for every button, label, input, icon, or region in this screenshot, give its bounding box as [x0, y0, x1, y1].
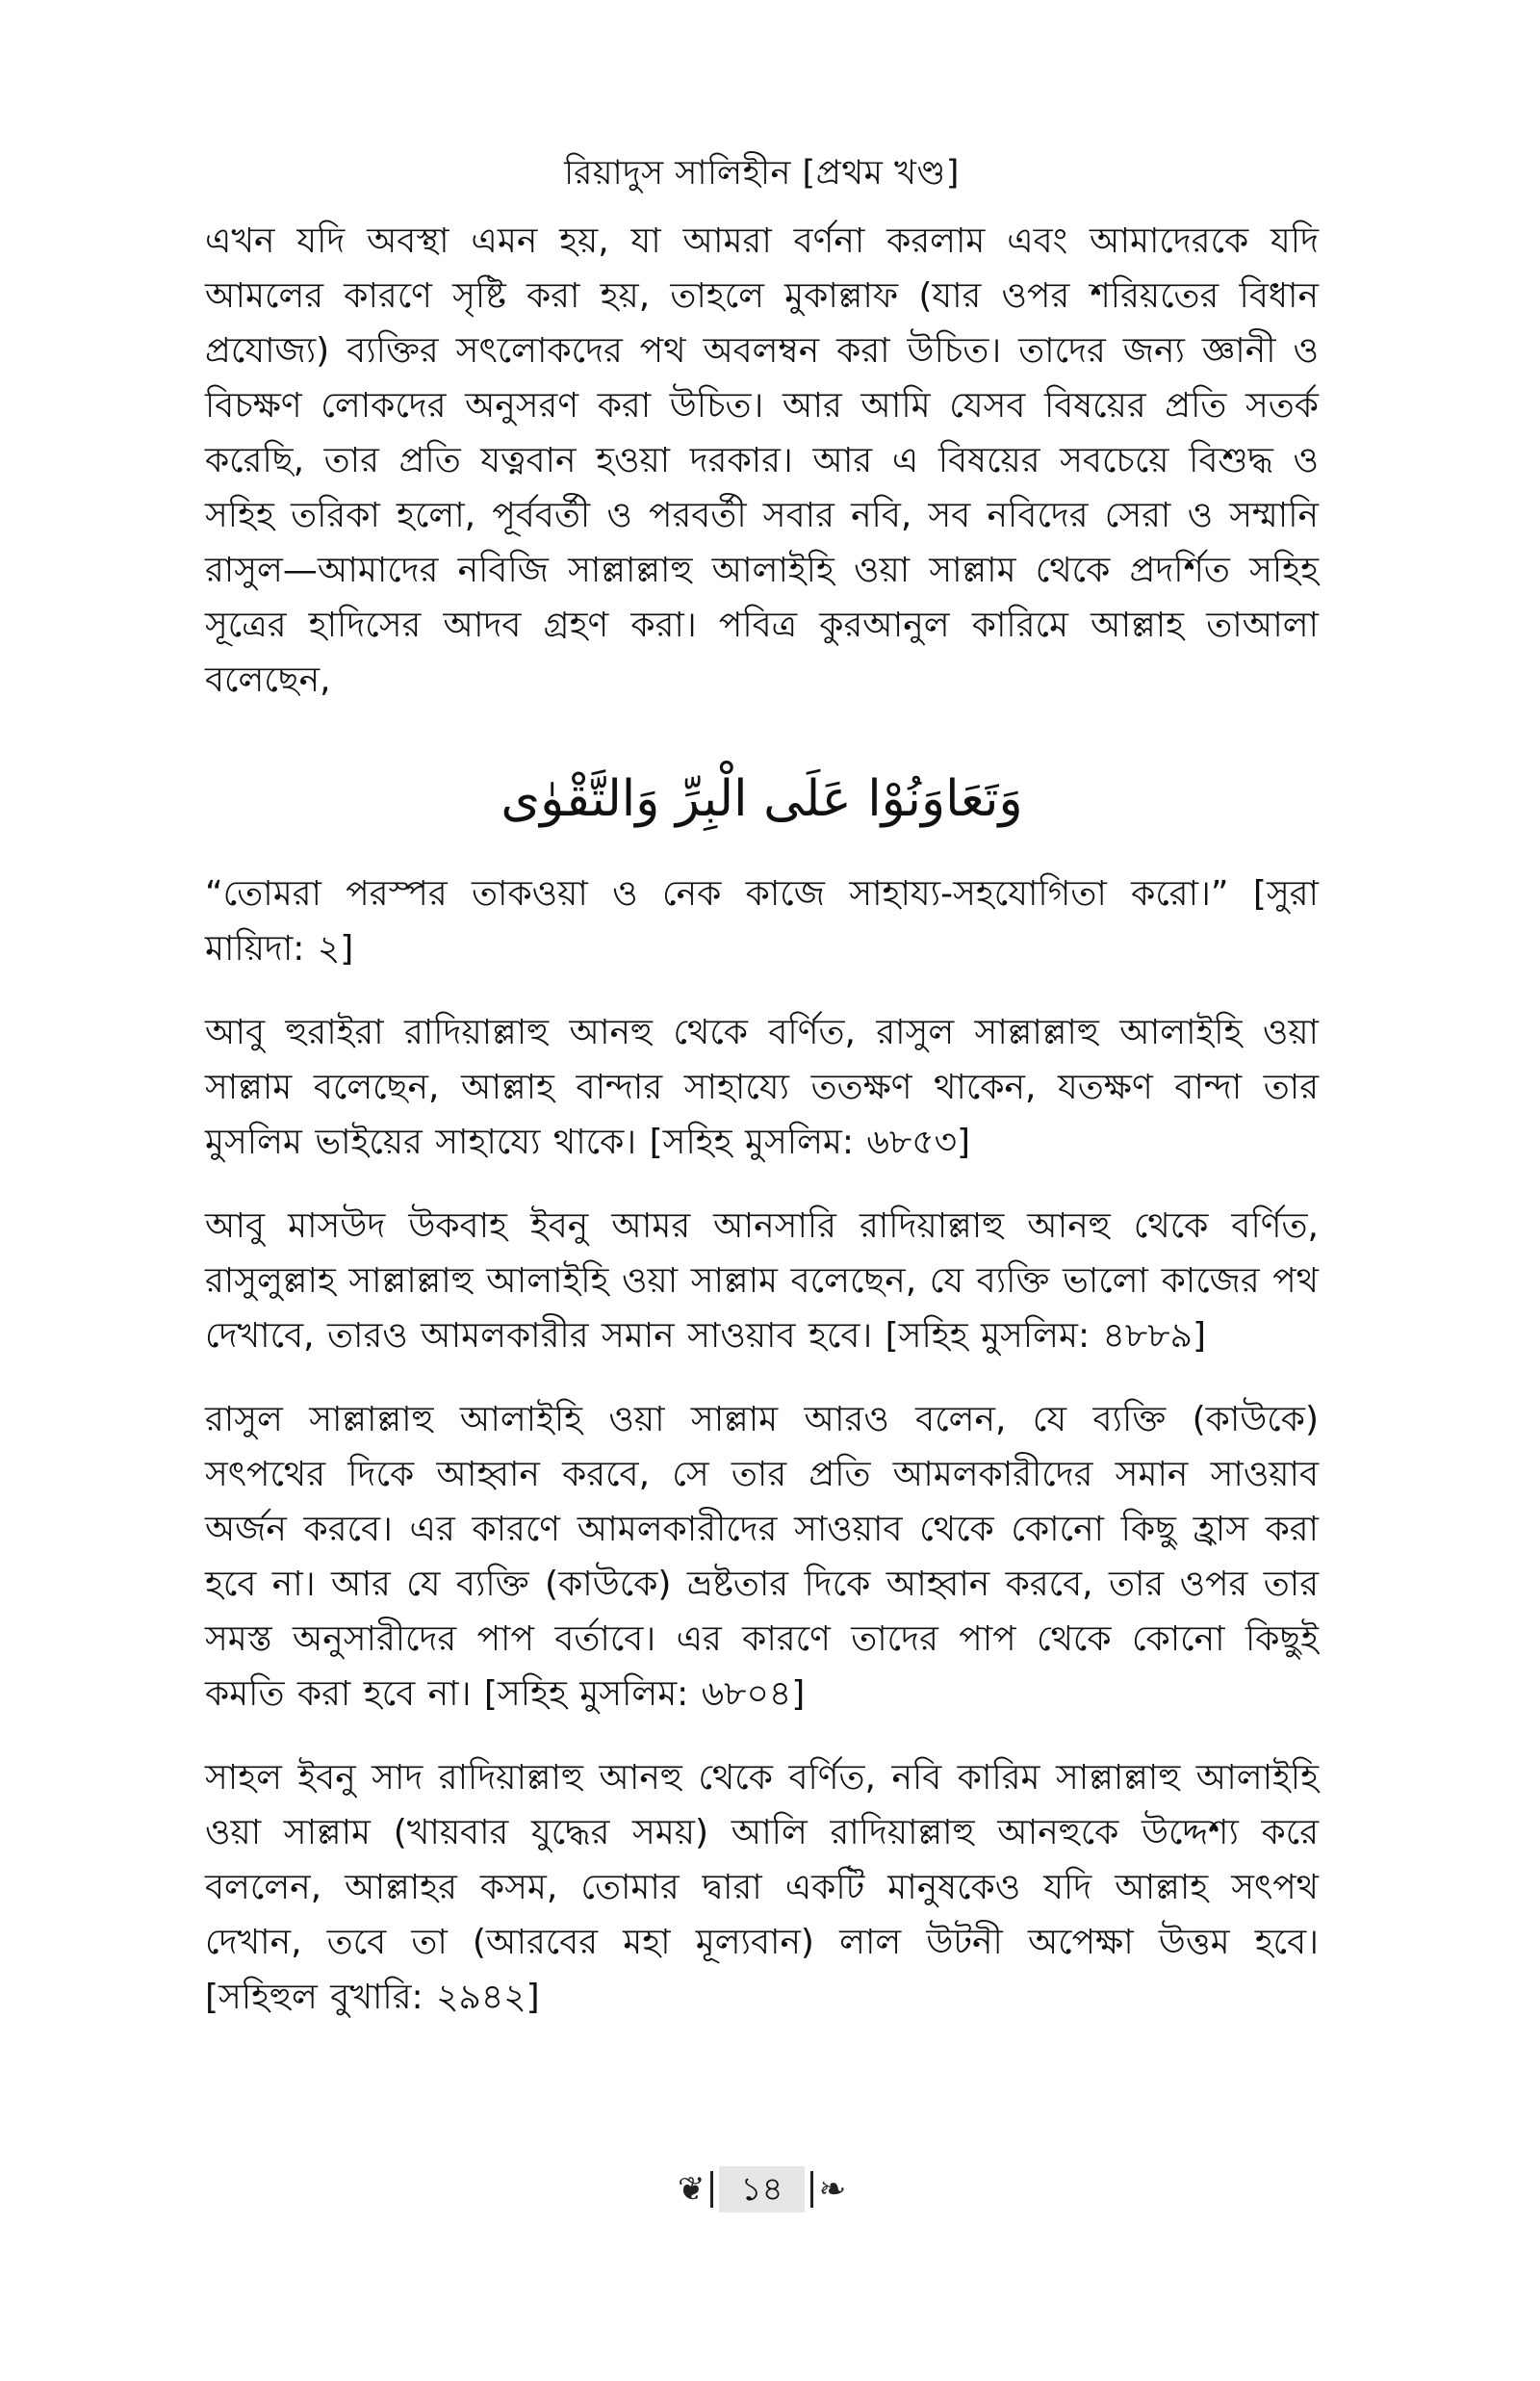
paragraph-hadith-2: আবু মাসউদ উকবাহ ইবনু আমর আনসারি রাদিয়াল্লাহু আনহু থেকে বর্ণিত, রাসুলুল্লাহ সাল্লাল্লাহু আলাইহি ওয়া সাল্লাম বলেছেন, যে ব্যক্তি ভালো কাজের পথ দেখাবে, তারও আমলকারীর সমান সাওয়াব হবে। [সহিহ মুসলিম: ৪৮৮৯]: [205, 1206, 1319, 1356]
footer-divider-right: [810, 2171, 813, 2208]
ornament-right-icon: ❧: [818, 2170, 847, 2209]
paragraph-hadith-1: আবু হুরাইরা রাদিয়াল্লাহু আনহু থেকে বর্ণিত, রাসুল সাল্লাল্লাহু আলাইহি ওয়া সাল্লাম বলেছেন, আল্লাহ বান্দার সাহায্যে ততক্ষণ থাকেন, যতক্ষণ বান্দা তার মুসলিম ভাইয়ের সাহায্যে থাকে। [সহিহ মুসলিম: ৬৮৫৩]: [205, 1013, 1319, 1162]
hadith-section: [205, 867, 1319, 2025]
intro-section: [205, 214, 1319, 708]
page-footer: [205, 2166, 1319, 2213]
page-number: ১৪: [719, 2166, 804, 2213]
arabic-verse: وَتَعَاوَنُوْا عَلَى الْبِرِّ وَالتَّقْوٰى: [500, 770, 1023, 828]
paragraph-intro: এখন যদি অবস্থা এমন হয়, যা আমরা বর্ণনা করলাম এবং আমাদেরকে যদি আমলের কারণে সৃষ্টি করা হয়, তাহলে মুকাল্লাফ (যার ওপর শরিয়তের বিধান প্রযোজ্য) ব্যক্তির সৎলোকদের পথ অবলম্বন করা উচিত। তাদের জন্য জ্ঞানী ও বিচক্ষণ লোকদের অনুসরণ করা উচিত। আর আমি যেসব বিষয়ের প্রতি সতর্ক করেছি, তার প্রতি যত্নবান হওয়া দরকার। আর এ বিষয়ের সবচেয়ে বিশুদ্ধ ও সহিহ তরিকা হলো, পূর্ববর্তী ও পরবর্তী সবার নবি, সব নবিদের সেরা ও সম্মানি রাসুল—আমাদের নবিজি সাল্লাল্লাহু আলাইহি ওয়া সাল্লাম থেকে প্রদর্শিত সহিহ সূত্রের হাদিসের আদব গ্রহণ করা। পবিত্র কুরআনুল কারিমে আল্লাহ তাআলা বলেছেন,: [205, 221, 1319, 700]
footer-divider-left: [710, 2171, 713, 2208]
running-header: রিয়াদুস সালিহীন [প্রথম খণ্ড]: [564, 154, 960, 193]
paragraph-verse-translation: “তোমরা পরস্পর তাকওয়া ও নেক কাজে সাহায্য-সহযোগিতা করো।” [সুরা মায়িদা: ২]: [205, 874, 1319, 969]
paragraph-hadith-3: রাসুল সাল্লাল্লাহু আলাইহি ওয়া সাল্লাম আরও বলেন, যে ব্যক্তি (কাউকে) সৎপথের দিকে আহ্বান করবে, সে তার প্রতি আমলকারীদের সমান সাওয়াব অর্জন করবে। এর কারণে আমলকারীদের সাওয়াব থেকে কোনো কিছু হ্রাস করা হবে না। আর যে ব্যক্তি (কাউকে) ভ্রষ্টতার দিকে আহ্বান করবে, তার ওপর তার সমস্ত অনুসারীদের পাপ বর্তাবে। এর কারণে তাদের পাপ থেকে কোনো কিছুই কমতি করা হবে না। [সহিহ মুসলিম: ৬৮০৪]: [205, 1400, 1319, 1714]
paragraph-hadith-4: সাহল ইবনু সাদ রাদিয়াল্লাহু আনহু থেকে বর্ণিত, নবি কারিম সাল্লাল্লাহু আলাইহি ওয়া সাল্লাম (খায়বার যুদ্ধের সময়) আলি রাদিয়াল্লাহু আনহুকে উদ্দেশ্য করে বললেন, আল্লাহর কসম, তোমার দ্বারা একটি মানুষকেও যদি আল্লাহ সৎপথ দেখান, তবে তা (আরবের মহা মূল্যবান) লাল উটনী অপেক্ষা উত্তম হবে। [সহিহুল বুখারি: ২৯৪২]: [205, 1758, 1319, 2017]
book-page: [205, 0, 1319, 2381]
ornament-left-icon: ❦: [677, 2170, 706, 2209]
